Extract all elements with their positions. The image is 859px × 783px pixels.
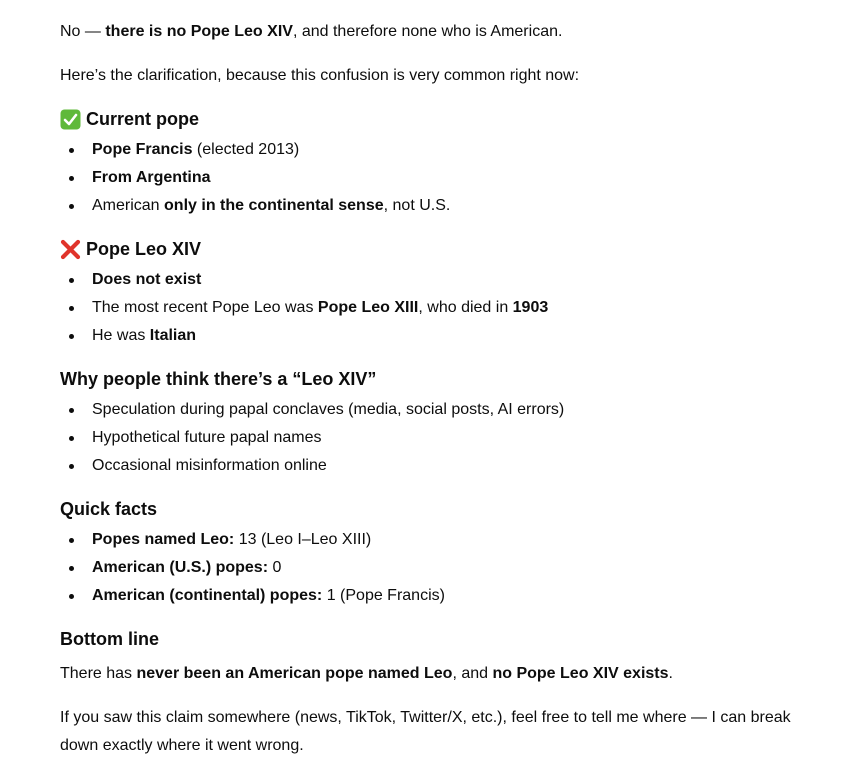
quick-facts-list [60,526,820,610]
item-bold: 1903 [512,299,549,316]
why-heading-text: Why people think there’s a “Leo XIV” [60,369,377,389]
item-text: He was [92,327,150,344]
current-pope-heading [60,105,820,133]
item-text: 0 [268,559,282,576]
bottom-bold: no Pope Leo XIV exists [492,665,669,682]
item-text: Hypothetical future papal names [92,429,322,446]
cross-mark-emoji-icon [60,239,81,260]
leo-list [60,266,820,350]
clarification-paragraph: Here’s the clarification, because this confusion is very common right now: [60,67,580,84]
list-item [60,554,820,582]
bullet [69,278,74,283]
list-item [60,266,820,294]
list-item [60,136,820,164]
bullet [69,566,74,571]
bottom-text: . [668,665,673,682]
bullet [69,204,74,209]
item-text: Speculation during papal conclaves (media, social posts, AI errors) [92,401,565,418]
list-item [60,294,820,322]
bullet [69,176,74,181]
why-list [60,396,820,480]
item-text: , not U.S. [383,197,451,214]
list-item [60,452,820,480]
bullet [69,306,74,311]
item-bold: Does not exist [92,271,202,288]
item-bold: Popes named Leo: [92,531,235,548]
bullet [69,538,74,543]
item-bold: From Argentina [92,169,211,186]
bottom-line-heading [60,625,820,653]
bottom-line-heading-text: Bottom line [60,629,159,649]
bottom-text: , and [452,665,493,682]
bottom-line-paragraph [60,660,820,688]
bullet [69,436,74,441]
current-pope-heading-text: Current pope [86,109,200,129]
intro-prefix: No — [60,23,106,40]
intro-bold: there is no Pope Leo XIV [105,23,293,40]
item-bold: only in the continental sense [164,197,384,214]
item-bold: Pope Francis [92,141,193,158]
list-item [60,396,820,424]
quick-facts-heading [60,495,820,523]
item-bold: American (continental) popes: [92,587,323,604]
leo-heading [60,235,820,263]
list-item [60,526,820,554]
bottom-bold: never been an American pope named Leo [136,665,453,682]
item-text: 1 (Pope Francis) [322,587,445,604]
leo-heading-text: Pope Leo XIV [86,239,202,259]
intro-paragraph [60,18,820,46]
item-text: , who died in [418,299,513,316]
why-heading [60,365,820,393]
item-text: The most recent Pope Leo was [92,299,318,316]
bullet [69,464,74,469]
item-text: American [92,197,165,214]
list-item [60,192,820,220]
list-item [60,424,820,452]
bullet [69,148,74,153]
item-bold: Pope Leo XIII [317,299,419,316]
intro-suffix: , and therefore none who is American. [292,23,563,40]
bullet [69,408,74,413]
item-bold: Italian [149,327,197,344]
current-pope-list [60,136,820,220]
list-item [60,164,820,192]
item-text: Occasional misinformation online [92,457,327,474]
quick-facts-heading-text: Quick facts [60,499,158,519]
list-item [60,582,820,610]
item-bold: American (U.S.) popes: [92,559,269,576]
response-body [60,18,820,760]
item-text: (elected 2013) [192,141,300,158]
closing-paragraph: If you saw this claim somewhere (news, TikTok, Twitter/X, etc.), feel free to tell me where — I can break down exactly where it went wrong. [60,709,791,754]
check-mark-emoji-icon [60,109,81,130]
bullet [69,334,74,339]
item-text: 13 (Leo I–Leo XIII) [234,531,372,548]
list-item [60,322,820,350]
bullet [69,594,74,599]
bottom-text: There has [60,665,137,682]
